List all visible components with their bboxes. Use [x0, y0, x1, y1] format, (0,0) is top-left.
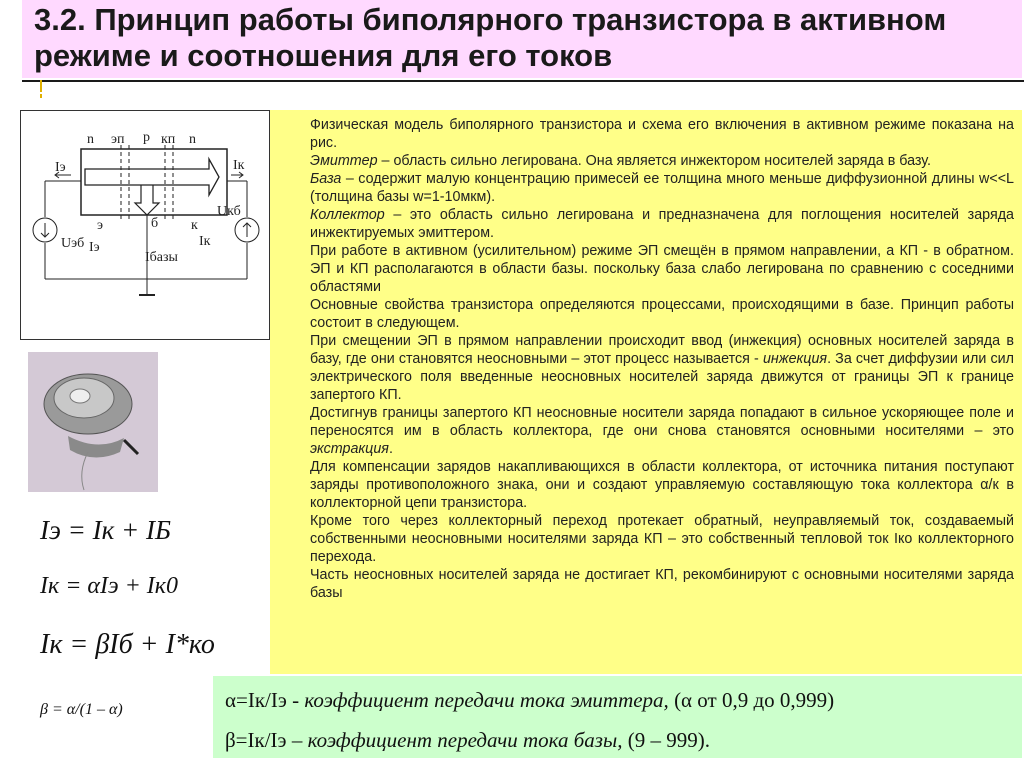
- paragraph-it: инжекция: [762, 351, 828, 367]
- paragraph-post: – содержит малую концентрацию примесей ее толщина много меньше диффузионной длины w<<L (толщина базы w=1-10мкм).: [310, 171, 1014, 205]
- paragraph-post: – это область сильно легирована и предназначена для поглощения носителей заряда инжектируемых эмиттером.: [310, 207, 1014, 241]
- description-paragraph: [270, 458, 1022, 512]
- description-paragraphs: [270, 110, 1022, 602]
- transistor-photo: [28, 352, 158, 492]
- scheme-drawing: [21, 111, 269, 339]
- emitter-current-label: Iэ: [55, 160, 66, 175]
- alpha-description: коэффициент передачи тока эмиттера,: [304, 688, 669, 712]
- paragraph-post: – область сильно легирована. Она является инжектором носителей заряда в базу.: [377, 153, 932, 169]
- paragraph-it: База: [310, 171, 342, 187]
- accent-mark-dot: [40, 94, 42, 98]
- ueb-label: Uэб: [61, 236, 85, 251]
- coefficients-box: [213, 676, 1022, 758]
- description-paragraph: [270, 170, 1022, 206]
- description-paragraph: [270, 296, 1022, 332]
- description-paragraph: [270, 110, 1022, 152]
- region-label: n: [87, 132, 94, 147]
- paragraph-pre: Кроме того через коллекторный переход протекает обратный, неуправляемый ток, создаваемый собственными неосновными носителями заряда КП – это собственный тепловой ток Iко коллекторного перехода.: [310, 513, 1014, 565]
- page-title: 3.2. Принцип работы биполярного транзистора в активном режиме и соотношения для его токов: [34, 2, 947, 73]
- transistor-base: [68, 436, 124, 458]
- base-letter: б: [151, 216, 159, 231]
- title-underline: [22, 80, 1024, 82]
- beta-description: коэффициент передачи тока базы,: [307, 728, 623, 752]
- accent-mark: [40, 80, 42, 92]
- paragraph-pre: Основные свойства транзистора определяются процессами, происходящими в базе. Принцип работы состоит в следующем.: [310, 297, 1014, 331]
- transistor-scheme: [20, 110, 270, 340]
- region-label: p: [143, 130, 150, 145]
- region-label: n: [189, 132, 196, 147]
- transistor-lead: [82, 452, 88, 490]
- paragraph-pre: Для компенсации зарядов накапливающихся в области коллектора, от источника питания поступают заряды противоположного знака, они и создают управляемую составляющую тока коллектора α/к в коллекторной цепи транзистора.: [310, 459, 1014, 511]
- description-paragraph: [270, 332, 1022, 404]
- description-paragraph: [270, 242, 1022, 296]
- beta-symbol: β=Iк/Iэ –: [225, 728, 308, 752]
- description-paragraph: [270, 206, 1022, 242]
- paragraph-it: экстракция: [310, 441, 389, 457]
- formula-emitter-current: Iэ = Iк + IБ: [40, 515, 171, 545]
- description-paragraph: [270, 566, 1022, 602]
- transistor-body: [81, 149, 227, 215]
- transistor-top: [70, 389, 90, 403]
- paragraph-pre: При смещении ЭП в прямом направлении происходит ввод (инжекция) основных носителей заряда в базу, где они становятся неосновными – этот процесс называется -: [310, 333, 1014, 367]
- beta-range: (9 – 999).: [622, 728, 710, 752]
- region-label: кп: [161, 132, 176, 147]
- formula-collector-current: Iк = αIэ + Iк0: [40, 573, 178, 599]
- description-paragraph: [270, 404, 1022, 458]
- alpha-range: (α от 0,9 до 0,999): [668, 688, 835, 712]
- emitter-loop-label: Iэ: [89, 240, 100, 255]
- alpha-definition: [225, 688, 834, 713]
- paragraph-post: .: [388, 441, 393, 457]
- region-label: эп: [111, 132, 125, 147]
- paragraph-post: Физическая модель биполярного транзистора и схема его включения в активном режиме показана на рис.: [310, 117, 1014, 151]
- paragraph-pre: Часть неосновных носителей заряда не достигает КП, рекомбинируют с основными носителями заряда базы: [310, 567, 1014, 601]
- beta-definition: [225, 728, 710, 753]
- transistor-illustration: [28, 352, 158, 492]
- carrier-flow-arrow: [85, 159, 219, 195]
- description-paragraph: [270, 512, 1022, 566]
- recombination-arrow: [135, 185, 159, 215]
- collector-current-label: Iк: [233, 158, 245, 173]
- paragraph-pre: Достигнув границы запертого КП неосновные носители заряда попадают в сильное ускоряющее поле и переносятся им в область коллектора, где они снова становятся основными носителями – это: [310, 405, 1014, 439]
- paragraph-it: Эмиттер: [310, 153, 378, 169]
- description-paragraph: [270, 152, 1022, 170]
- description-text-box: [270, 110, 1022, 674]
- base-current-label: Iбазы: [145, 250, 178, 265]
- paragraph-it: Коллектор: [310, 207, 385, 223]
- paragraph-post: . За счет диффузии или сил электрического поля введенные неосновных носителей заряда движутся от границы ЭП к границе запертого КП.: [310, 351, 1014, 403]
- collector-loop-label: Iк: [199, 234, 211, 249]
- paragraph-pre: При работе в активном (усилительном) режиме ЭП смещён в прямом направлении, а КП - в обратном. ЭП и КП располагаются в области базы. поскольку база слабо легирована по сравнению с соседними областями: [310, 243, 1014, 295]
- formula-collector-beta: Iк = βIб + I*ко: [40, 629, 215, 660]
- transistor-lead: [124, 440, 138, 454]
- ukb-label: Uкб: [217, 204, 241, 219]
- formula-beta: β = α/(1 – α): [40, 701, 123, 718]
- collector-letter: к: [191, 218, 198, 233]
- alpha-symbol: α=Iк/Iэ -: [225, 688, 305, 712]
- emitter-letter: э: [97, 218, 104, 233]
